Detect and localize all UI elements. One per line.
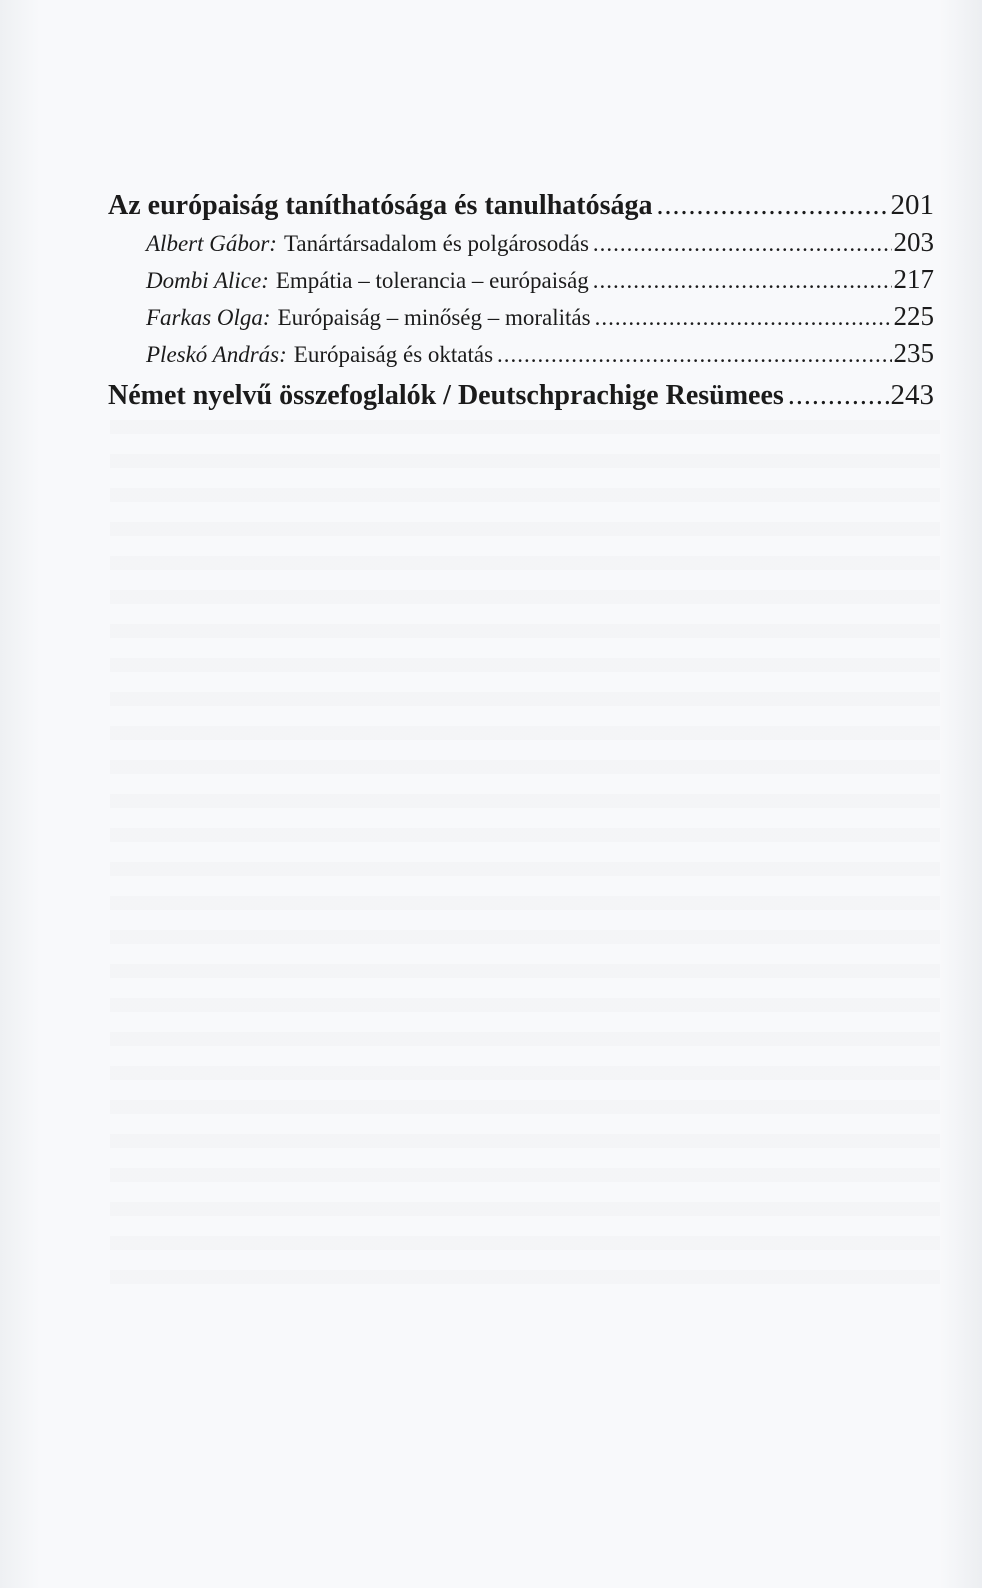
dot-leader [656,187,888,225]
page-number: 201 [890,189,934,221]
dot-leader [593,225,892,262]
entry-title: Tanártársadalom és polgárosodás [283,231,589,256]
dot-leader [497,336,891,373]
section-title: Az európaiság taníthatósága és tanulhatósága [108,190,653,221]
page-number: 243 [890,379,934,411]
entry-author: Farkas Olga: [146,305,271,330]
dot-leader [788,377,889,415]
entry-author: Albert Gábor: [146,231,277,256]
toc-entry [108,261,934,298]
toc-entry [108,298,934,335]
dot-leader [595,299,892,336]
section-title: Német nyelvű összefoglalók / Deutschprachige Resümees [108,380,784,411]
entry-title: Európaiság – minőség – moralitás [277,305,591,330]
entry-author: Dombi Alice: [146,268,269,293]
toc-section-heading [108,376,934,414]
page-number: 235 [893,338,934,368]
toc-section-heading [108,186,934,224]
entry-title: Empátia – tolerancia – európaiság [275,268,589,293]
table-of-contents [108,186,934,414]
entry-author: Pleskó András: [146,342,287,367]
entry-title: Európaiság és oktatás [293,342,494,367]
toc-entry [108,335,934,372]
page-number: 203 [893,227,934,257]
page-number: 225 [893,301,934,331]
page-number: 217 [893,264,934,294]
bleed-through-text [110,420,940,1300]
toc-entry [108,224,934,261]
dot-leader [593,262,892,299]
